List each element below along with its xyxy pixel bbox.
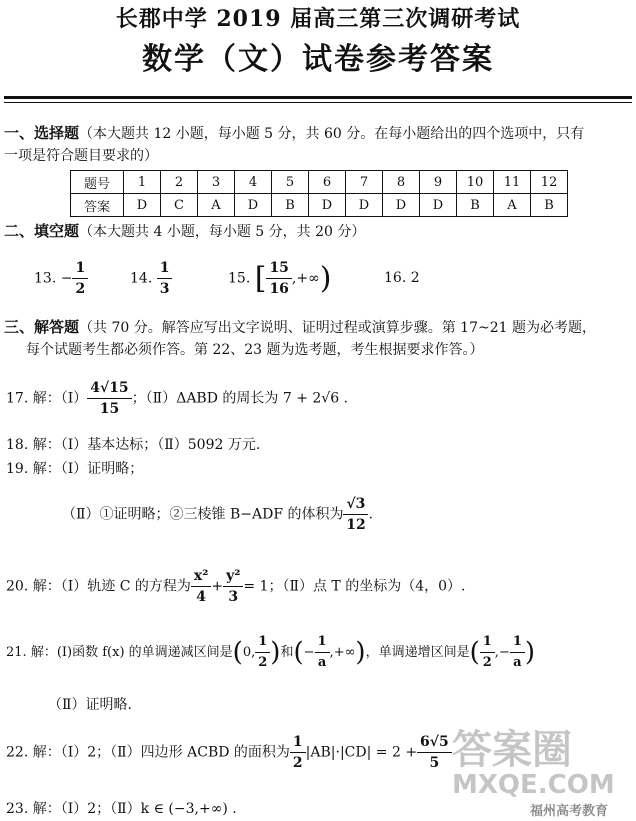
q21-mid: ，单调递增区间是 <box>365 645 470 660</box>
q22-fraction2 <box>417 732 452 773</box>
section2-desc: （本大题共 4 小题，每小题 5 分，共 20 分） <box>79 224 366 240</box>
q14-label: 14. <box>130 270 153 287</box>
q17-numerator: 4√15 <box>87 378 131 399</box>
q18-answer <box>6 434 260 454</box>
q21-fraction3 <box>480 632 495 673</box>
table-cell: 2 <box>161 171 198 194</box>
left-bracket: [ <box>254 261 267 296</box>
q19-answer-a <box>6 458 143 478</box>
q21-answer-a <box>6 632 535 673</box>
q22-prefix: 解：（Ⅰ）2；（Ⅱ）四边形 ACBD 的面积为 <box>32 744 290 761</box>
q20-prefix: 解：（Ⅰ）轨迹 C 的方程为 <box>32 578 191 595</box>
q16-value: 2 <box>410 270 420 286</box>
table-cell: D <box>420 194 457 217</box>
q19-text-a: 解：（Ⅰ）证明略； <box>32 461 144 477</box>
q15-fraction <box>266 258 291 299</box>
q13-answer <box>34 258 88 299</box>
table-row-answers <box>71 194 568 217</box>
section1-heading: 一、选择题 <box>4 124 80 142</box>
q19-fraction <box>343 494 368 535</box>
q23-label: 23. <box>6 801 29 817</box>
q22-numerator2: 6√5 <box>417 732 452 753</box>
paren-open: ( <box>293 637 304 668</box>
q15-label: 15. <box>228 270 251 287</box>
q21-frac2-numerator: 1 <box>315 632 330 653</box>
q20-denominator-x: 4 <box>196 589 206 605</box>
q20-label: 20. <box>6 578 29 595</box>
table-cell: 5 <box>272 171 309 194</box>
q22-answer <box>6 732 452 773</box>
table-cell: 9 <box>420 171 457 194</box>
q20-fraction-x <box>191 566 211 607</box>
q21-frac2-denominator: a <box>317 655 327 670</box>
q16-label: 16. <box>384 270 407 286</box>
q16-answer <box>384 270 420 286</box>
q21-interval1-left: 0, <box>242 645 256 660</box>
q21-interval2-sign: − <box>303 645 315 660</box>
table-cell: D <box>309 194 346 217</box>
q20-numerator-y: y² <box>223 566 243 587</box>
table-cell: A <box>494 194 531 217</box>
section2-heading: 二、填空题 <box>4 222 80 240</box>
q19-tail: . <box>368 506 373 523</box>
section1-desc-a: （本大题共 12 小题，每小题 5 分，共 60 分。在每小题给出的四个选项中，只有 <box>79 126 585 142</box>
q17-mid: ；（Ⅱ） <box>131 390 177 407</box>
q22-denominator: 2 <box>292 755 303 771</box>
answer-table <box>70 170 568 217</box>
table-cell: 7 <box>346 171 383 194</box>
q22-label: 22. <box>6 744 29 761</box>
watermark-site-text: MXQE.COM <box>452 770 615 800</box>
q13-label: 13. <box>34 270 57 287</box>
q20-answer <box>6 566 465 607</box>
q21-text-b: （Ⅱ）证明略. <box>48 697 132 713</box>
table-cell: D <box>383 194 420 217</box>
q21-and: 和 <box>280 645 294 660</box>
table-cell: 11 <box>494 171 531 194</box>
paren-open: ( <box>469 637 480 668</box>
q15-denominator: 16 <box>269 281 289 297</box>
q13-fraction <box>72 258 88 299</box>
q17-denominator: 15 <box>99 401 120 417</box>
q21-frac3-denominator: 2 <box>482 655 492 670</box>
q15-answer <box>228 258 331 299</box>
section1-heading-block <box>4 122 632 167</box>
q21-frac3-numerator: 1 <box>480 632 495 653</box>
table-row-label: 题号 <box>71 171 124 194</box>
q20-plus: + <box>211 578 224 595</box>
q14-denominator: 3 <box>159 281 170 297</box>
q17-answer <box>6 378 348 419</box>
q14-numerator: 1 <box>157 258 173 279</box>
section1-desc-b: 一项是符合题目要求的） <box>4 148 158 164</box>
q21-frac4-numerator: 1 <box>510 632 525 653</box>
q21-prefix: 解：(Ⅰ)函数 f(x) 的单调递减区间是 <box>30 645 233 660</box>
q21-frac1-denominator: 2 <box>258 655 268 670</box>
q21-fraction1 <box>255 632 270 673</box>
section3-desc-a: （共 70 分。解答应写出文字说明、证明过程或演算步骤。第 17~21 题为必考题， <box>79 320 596 336</box>
q13-denominator: 2 <box>75 281 86 297</box>
q17-fraction <box>87 378 131 419</box>
paren-close: ) <box>355 637 366 668</box>
paren-open: ( <box>232 637 243 668</box>
section2-heading-block <box>4 220 365 243</box>
q17-prefix: 解：（Ⅰ） <box>32 390 88 407</box>
q20-denominator-y: 3 <box>228 589 239 605</box>
paren-close: ) <box>524 637 536 668</box>
q21-label: 21. <box>6 645 27 660</box>
subject-title: 数学（文）试卷参考答案 <box>142 42 494 77</box>
q17-label: 17. <box>6 390 29 407</box>
q19-denominator: 12 <box>346 517 366 533</box>
q13-numerator: 1 <box>72 258 88 279</box>
table-cell: 10 <box>457 171 494 194</box>
table-cell: 4 <box>235 171 272 194</box>
table-cell: 1 <box>124 171 161 194</box>
q22-body: |AB|·|CD| = 2 + <box>305 744 418 761</box>
q20-numerator-x: x² <box>191 566 211 587</box>
q21-frac4-denominator: a <box>513 655 522 670</box>
q21-fraction4 <box>510 632 525 673</box>
table-cell: B <box>272 194 309 217</box>
table-cell: A <box>198 194 235 217</box>
q19-label: 19. <box>6 461 29 477</box>
section3-desc-b: 每个试题考生都必须作答。第 22、23 题为选考题，考生根据要求作答。） <box>26 342 484 358</box>
table-row-label: 答案 <box>71 194 124 217</box>
q15-numerator: 15 <box>266 258 291 279</box>
watermark-logo-text: 答案圈 <box>452 727 572 773</box>
right-paren: ) <box>319 261 332 296</box>
q15-tail: ,+∞ <box>291 270 320 287</box>
q13-sign: − <box>60 270 73 287</box>
q20-equation-tail: = 1；（Ⅱ）点 T 的坐标为（4，0）. <box>243 578 466 595</box>
q21-frac1-numerator: 1 <box>255 632 270 653</box>
q21-fraction2 <box>315 632 330 673</box>
section3-heading: 三、解答题 <box>4 318 80 336</box>
q21-answer-b <box>48 694 132 714</box>
q20-fraction-y <box>223 566 243 607</box>
q14-answer <box>130 258 172 299</box>
q22-denominator2: 5 <box>429 755 440 771</box>
q19-answer-b <box>62 494 373 535</box>
q22-fraction <box>290 732 306 773</box>
table-row-numbers <box>71 171 568 194</box>
table-cell: 12 <box>531 171 568 194</box>
table-cell: 3 <box>198 171 235 194</box>
table-cell: 6 <box>309 171 346 194</box>
q14-fraction <box>157 258 173 299</box>
school-exam-title: 长郡中学 2019 届高三第三次调研考试 <box>115 6 521 32</box>
q21-interval2-tail: ,+∞ <box>329 645 356 660</box>
q19-numerator: √3 <box>343 494 368 515</box>
q17-text: ΔABD 的周长为 7 + 2√6 . <box>176 390 349 407</box>
table-cell: B <box>457 194 494 217</box>
section3-heading-block <box>4 316 632 361</box>
q18-label: 18. <box>6 437 29 453</box>
header-rule-thin <box>4 102 632 103</box>
paren-close: ) <box>270 637 281 668</box>
q22-numerator: 1 <box>290 732 306 753</box>
q23-answer <box>6 798 237 818</box>
q23-text: 解：（Ⅰ）2；（Ⅱ）k ∈ (−3,+∞) . <box>32 801 237 817</box>
table-cell: D <box>346 194 383 217</box>
table-cell: 8 <box>383 171 420 194</box>
q18-text: 解：（Ⅰ）基本达标；（Ⅱ）5092 万元. <box>32 437 261 453</box>
q21-interval3-sep: ,− <box>494 645 510 660</box>
table-cell: B <box>531 194 568 217</box>
table-cell: D <box>235 194 272 217</box>
header-rule-thick <box>4 96 632 99</box>
q19-text-b: （Ⅱ）①证明略；②三棱锥 B−ADF 的体积为 <box>62 506 344 523</box>
table-cell: D <box>124 194 161 217</box>
watermark-source-tag: 福州高考教育 <box>530 804 609 819</box>
table-cell: C <box>161 194 198 217</box>
